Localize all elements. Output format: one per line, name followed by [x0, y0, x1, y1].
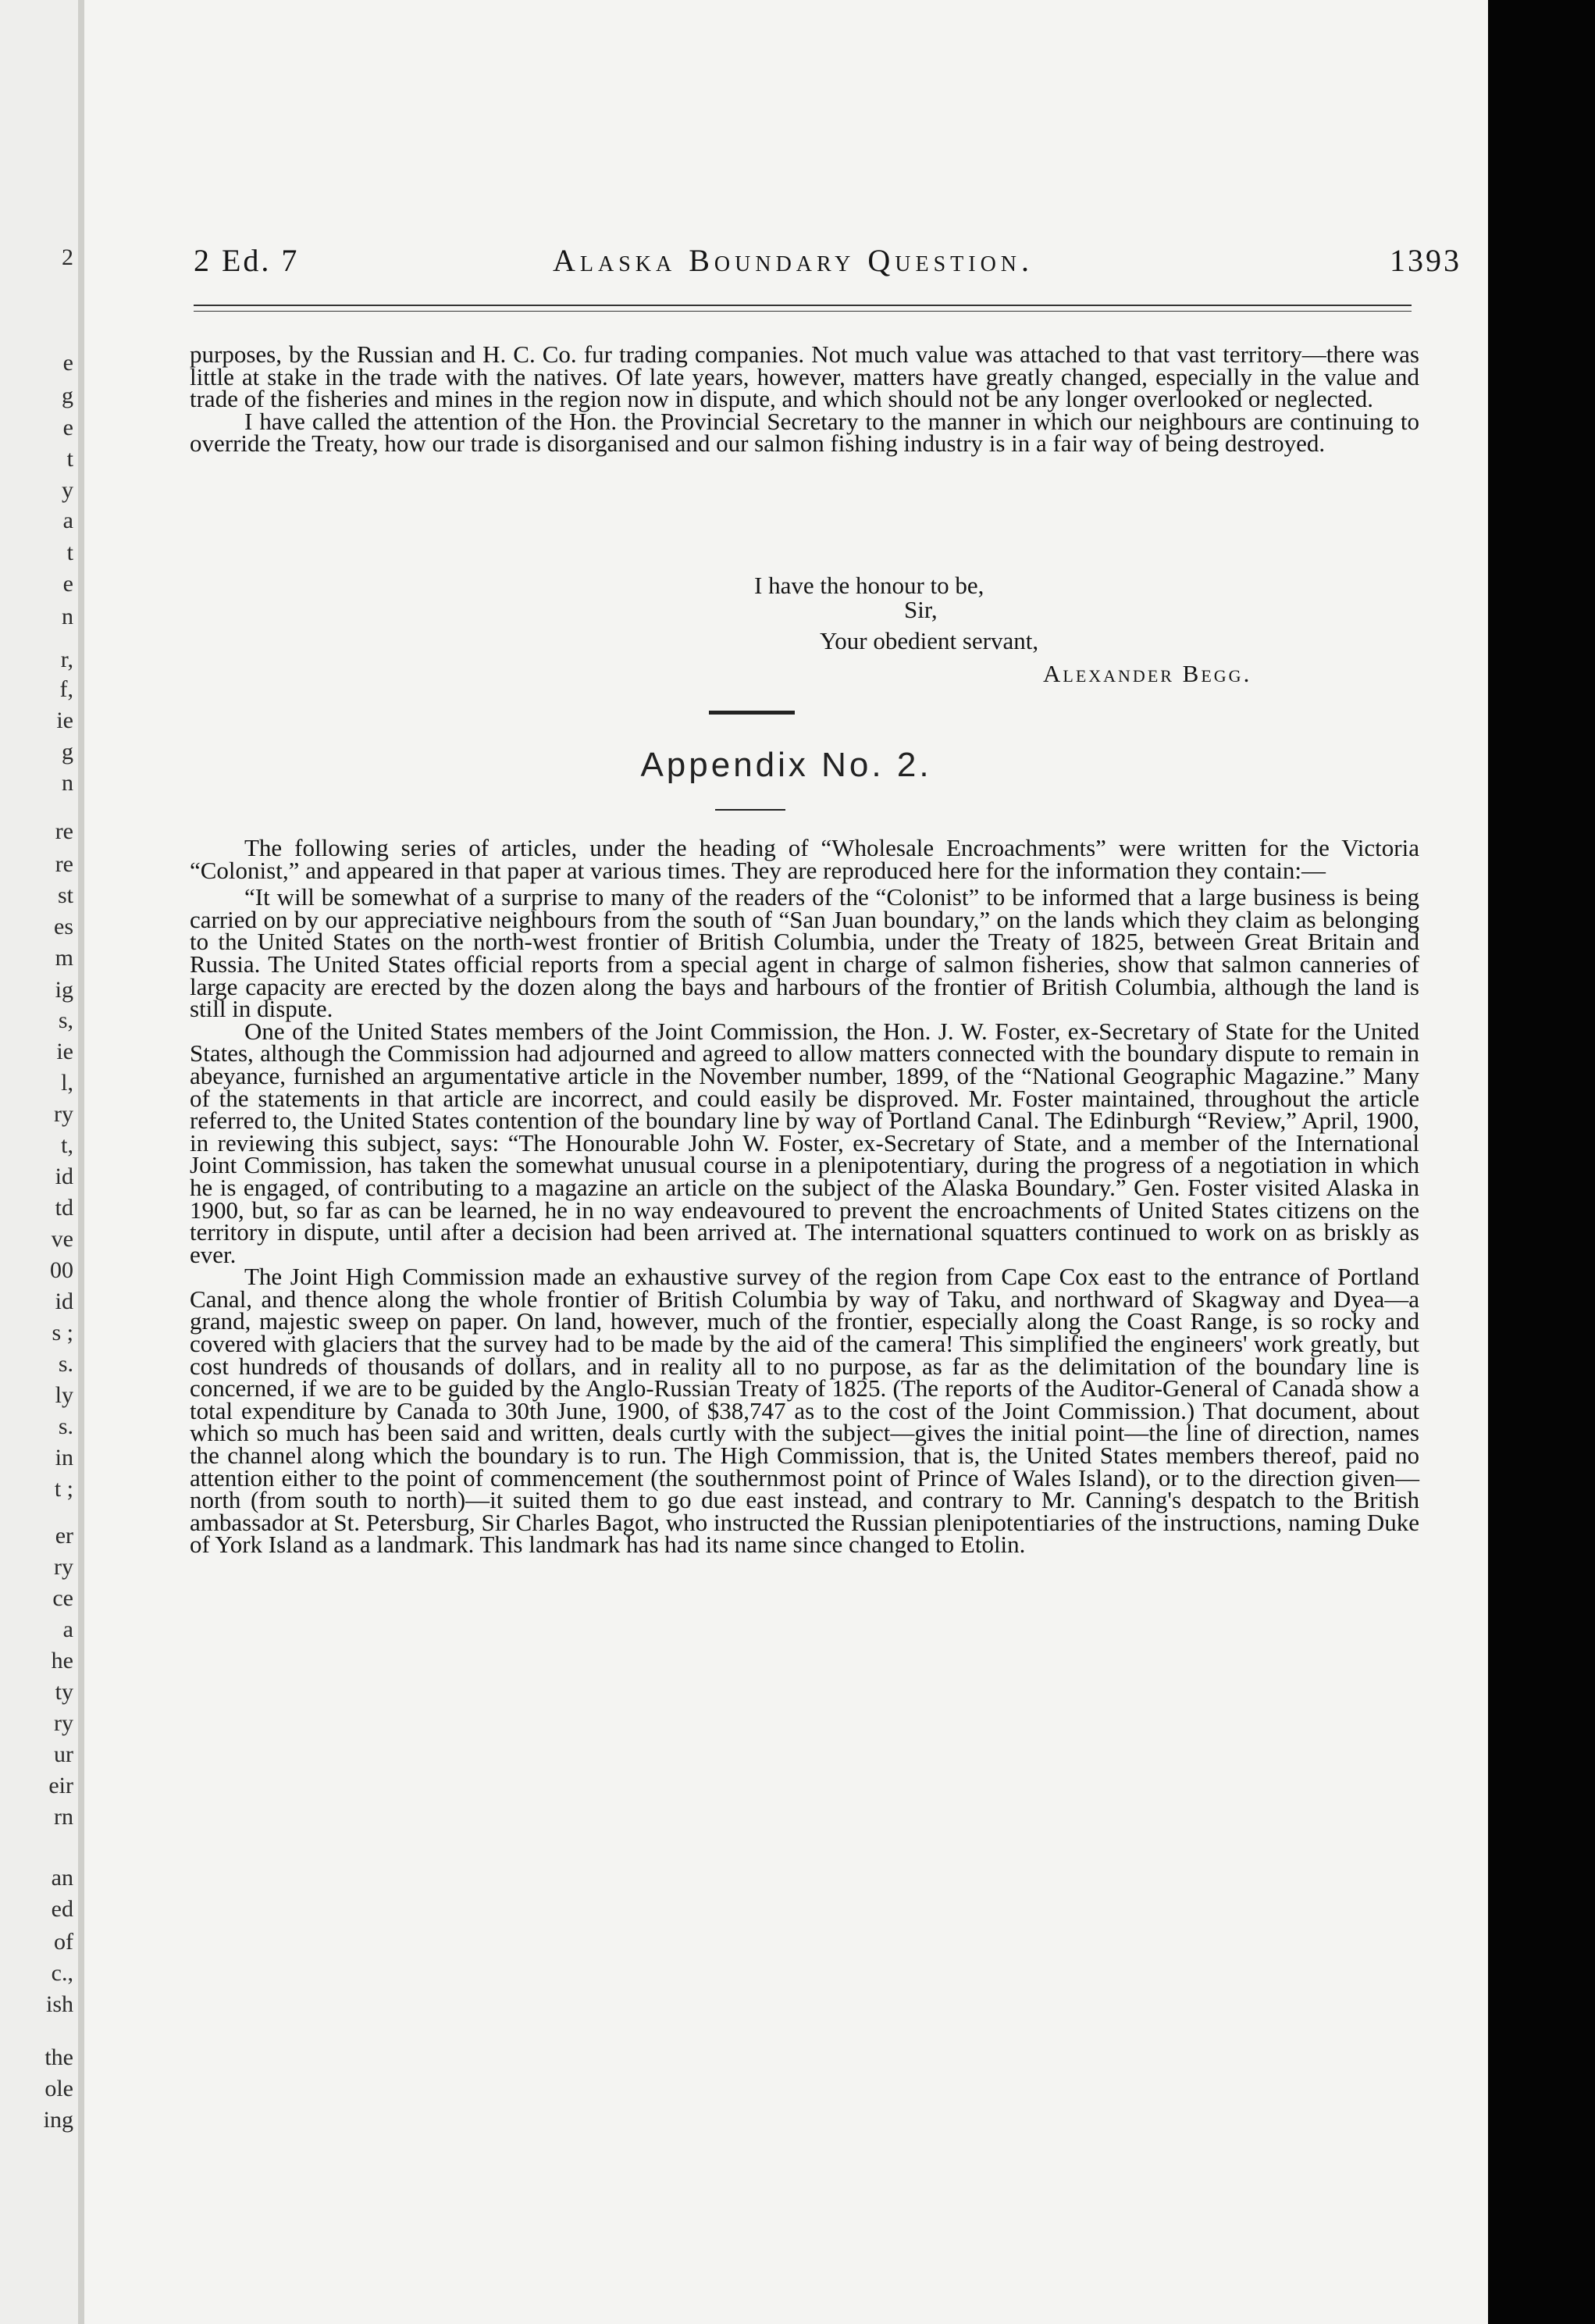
prev-page-fragment: e: [62, 571, 73, 597]
prev-page-fragment: st: [57, 882, 73, 908]
prev-page-fragment: of: [54, 1929, 73, 1955]
prev-page-fragment: ole: [45, 2076, 73, 2101]
prev-page-fragment: ig: [55, 977, 73, 1003]
prev-page-fragment: t: [66, 540, 73, 565]
letter-paragraph: purposes, by the Russian and H. C. Co. fur trading companies. Not much value was attached to that vast territory—there was little at stake in the trade with the natives. Of late years, however, matters have greatly changed, especially in the value and trade of the fisheries and mines in the region now in dispute, and which should not be any longer overlooked or neglected.: [190, 340, 1419, 413]
appendix-paragraph: One of the United States members of the Joint Commission, the Hon. J. W. Foster, ex-Secretary of State for the United States, although the Commission had adjourned and agreed to allow matters connected with the boundary dispute to remain in abeyance, furnished an argumentative article in the November number, 1899, of the “National Geographic Magazine.” Many of the statements in that article are incorrect, and could easily be disproved. Mr. Foster maintained, throughout the article referred to, the United States contention of the boundary line by way of Portland Canal. The Edinburgh “Review,” April, 1900, in reviewing this subject, says: “The Honourable John W. Foster, ex-Secretary of State, and a member of the International Joint Commission, has taken the somewhat unusual course in a plenipotentiary, during the progress of a negotiation in which he is engaged, of contributing to a magazine an article on the subject of the Alaska Boundary.” Gen. Foster visited Alaska in 1900, but, so far as can be learned, he in no way endeavoured to prevent the encroachments of United States citizens on the territory in dispute, until after a decision had been arrived at. The international squatters continued to work on as briskly as ever.: [190, 1017, 1419, 1268]
appendix-paragraph: The Joint High Commission made an exhaustive survey of the region from Cape Cox east to the entrance of Portland Canal, and thence along the whole frontier of British Columbia by way of Taku, and northward of Skagway and Dyea—a grand, majestic sweep on paper. On land, however, much of the frontier, especially along the Coast Range, is so rocky and covered with glaciers that the survey had to be made by the aid of the camera! This simplified the engineers' work greatly, but cost hundreds of thousands of dollars, and in reality all to no purpose, as far as the delimitation of the boundary line is concerned, if we are to be guided by the Anglo-Russian Treaty of 1825. (The reports of the Auditor-General of Canada show a total expenditure by Canada to 30th June, 1900, of $38,747 as to the cost of the Joint Commission.) That document, about which so much has been said and written, deals curtly with the subject—gives the initial point—the line of direction, names the channel along which the boundary is to run. The High Commission, that is, the United States members thereof, paid no attention either to the point of commencement (the southernmost point of Prince of Wales Island), or to the direction given—north (from south to north)—it suited them to go due east instead, and contrary to Mr. Canning's despatch to the British ambassador at St. Petersburg, Sir Charles Bagot, who instructed the Russian plenipotentiaries of the instructions, naming Duke of York Island as a landmark. This landmark has had its name since changed to Etolin.: [190, 1263, 1419, 1559]
prev-page-fragment: t,: [61, 1132, 73, 1158]
prev-page-fragment: n: [62, 770, 73, 796]
section-divider: [709, 711, 795, 715]
prev-page-fragment: s,: [58, 1007, 73, 1033]
running-header: [84, 242, 1488, 281]
prev-page-fragment: t: [66, 446, 73, 472]
page-number: 1393: [1390, 243, 1461, 278]
prev-page-fragment: e: [62, 350, 73, 376]
prev-page-fragment: td: [55, 1195, 73, 1221]
signature: Alexander Begg.: [1043, 660, 1252, 687]
prev-page-fragment: a: [62, 1616, 73, 1642]
document-page: [84, 0, 1488, 2324]
header-edition: 2 Ed. 7: [194, 243, 300, 278]
prev-page-fragment: s.: [58, 1413, 73, 1439]
closing-salutation: Sir,: [904, 596, 938, 623]
letter-paragraph: I have called the attention of the Hon. the Provincial Secretary to the manner in which our neighbours are continuing to override the Treaty, how our trade is disorganised and our salmon fishing industry is in a fair way of being destroyed.: [190, 407, 1419, 458]
prev-page-fragment: m: [55, 945, 73, 971]
prev-page-fragment: f,: [59, 676, 73, 702]
prev-page-fragment: g: [62, 383, 73, 408]
prev-page-fragment: a: [62, 508, 73, 533]
prev-page-fragment: ed: [51, 1896, 73, 1922]
prev-page-fragment: ry: [54, 1710, 73, 1736]
prev-page-fragment: ie: [56, 708, 73, 733]
previous-page-edge: [0, 0, 84, 2324]
prev-page-fragment: id: [55, 1164, 73, 1189]
prev-page-fragment: s ;: [52, 1320, 73, 1346]
prev-page-fragment: er: [55, 1523, 73, 1549]
prev-page-fragment: ur: [54, 1741, 73, 1767]
appendix-paragraph: “It will be somewhat of a surprise to many of the readers of the “Colonist” to be informed that a large business is being carried on by our appreciative neighbours from the south of “San Juan boundary,” on the lands which they claim as belonging to the United States on the north-west frontier of British Columbia, under the Treaty of 1825, between Great Britain and Russia. The United States official reports from a special agent in charge of salmon fisheries, show that salmon canneries of large capacity are erected by the dozen along the bays and harbours of the frontier of British Columbia, although the land is still in dispute.: [190, 883, 1419, 1023]
prev-page-fragment: s.: [58, 1351, 73, 1377]
prev-page-fragment: rn: [54, 1804, 73, 1830]
prev-page-fragment: t ;: [54, 1476, 73, 1502]
appendix-divider: [715, 809, 785, 811]
prev-page-fragment: l,: [61, 1070, 73, 1096]
closing-line: I have the honour to be,: [754, 572, 984, 599]
prev-page-fragment: ry: [54, 1554, 73, 1580]
appendix-body: [190, 834, 1419, 1559]
prev-page-fragment: ry: [54, 1101, 73, 1127]
prev-page-fragment: 2: [62, 244, 73, 270]
prev-page-fragment: c.,: [51, 1960, 73, 1986]
prev-page-fragment: ve: [51, 1226, 73, 1252]
prev-page-fragment: the: [45, 2044, 73, 2070]
prev-page-fragment: id: [55, 1289, 73, 1314]
prev-page-fragment: ing: [43, 2107, 73, 2133]
closing-line: Your obedient servant,: [820, 627, 1039, 654]
prev-page-fragment: ty: [55, 1679, 73, 1705]
prev-page-fragment: eir: [48, 1773, 73, 1798]
prev-page-fragment: 00: [50, 1257, 73, 1283]
prev-page-fragment: an: [51, 1865, 73, 1891]
prev-page-fragment: in: [55, 1445, 73, 1470]
prev-page-fragment: e: [62, 415, 73, 440]
letter-body: [190, 340, 1419, 458]
header-title: Alaska Boundary Question.: [553, 243, 1034, 278]
prev-page-fragment: re: [55, 818, 73, 844]
prev-page-fragment: r,: [60, 647, 73, 672]
header-rule: [194, 305, 1412, 306]
appendix-paragraph: The following series of articles, under the heading of “Wholesale Encroachments” were written for the Victoria “Colonist,” and appeared in that paper at various times. They are reproduced here for the information they contain:—: [190, 834, 1419, 884]
prev-page-fragment: ie: [56, 1039, 73, 1064]
scan-background: [1488, 0, 1595, 2324]
prev-page-fragment: g: [62, 739, 73, 765]
prev-page-fragment: y: [62, 477, 73, 503]
prev-page-fragment: ly: [55, 1382, 73, 1408]
prev-page-fragment: re: [55, 851, 73, 877]
prev-page-fragment: n: [62, 604, 73, 629]
prev-page-fragment: he: [51, 1648, 73, 1673]
prev-page-fragment: ce: [52, 1585, 73, 1611]
header-rule-thin: [194, 311, 1412, 312]
prev-page-fragment: es: [54, 914, 73, 939]
prev-page-fragment: ish: [45, 1991, 73, 2017]
appendix-heading: Appendix No. 2.: [640, 746, 932, 784]
